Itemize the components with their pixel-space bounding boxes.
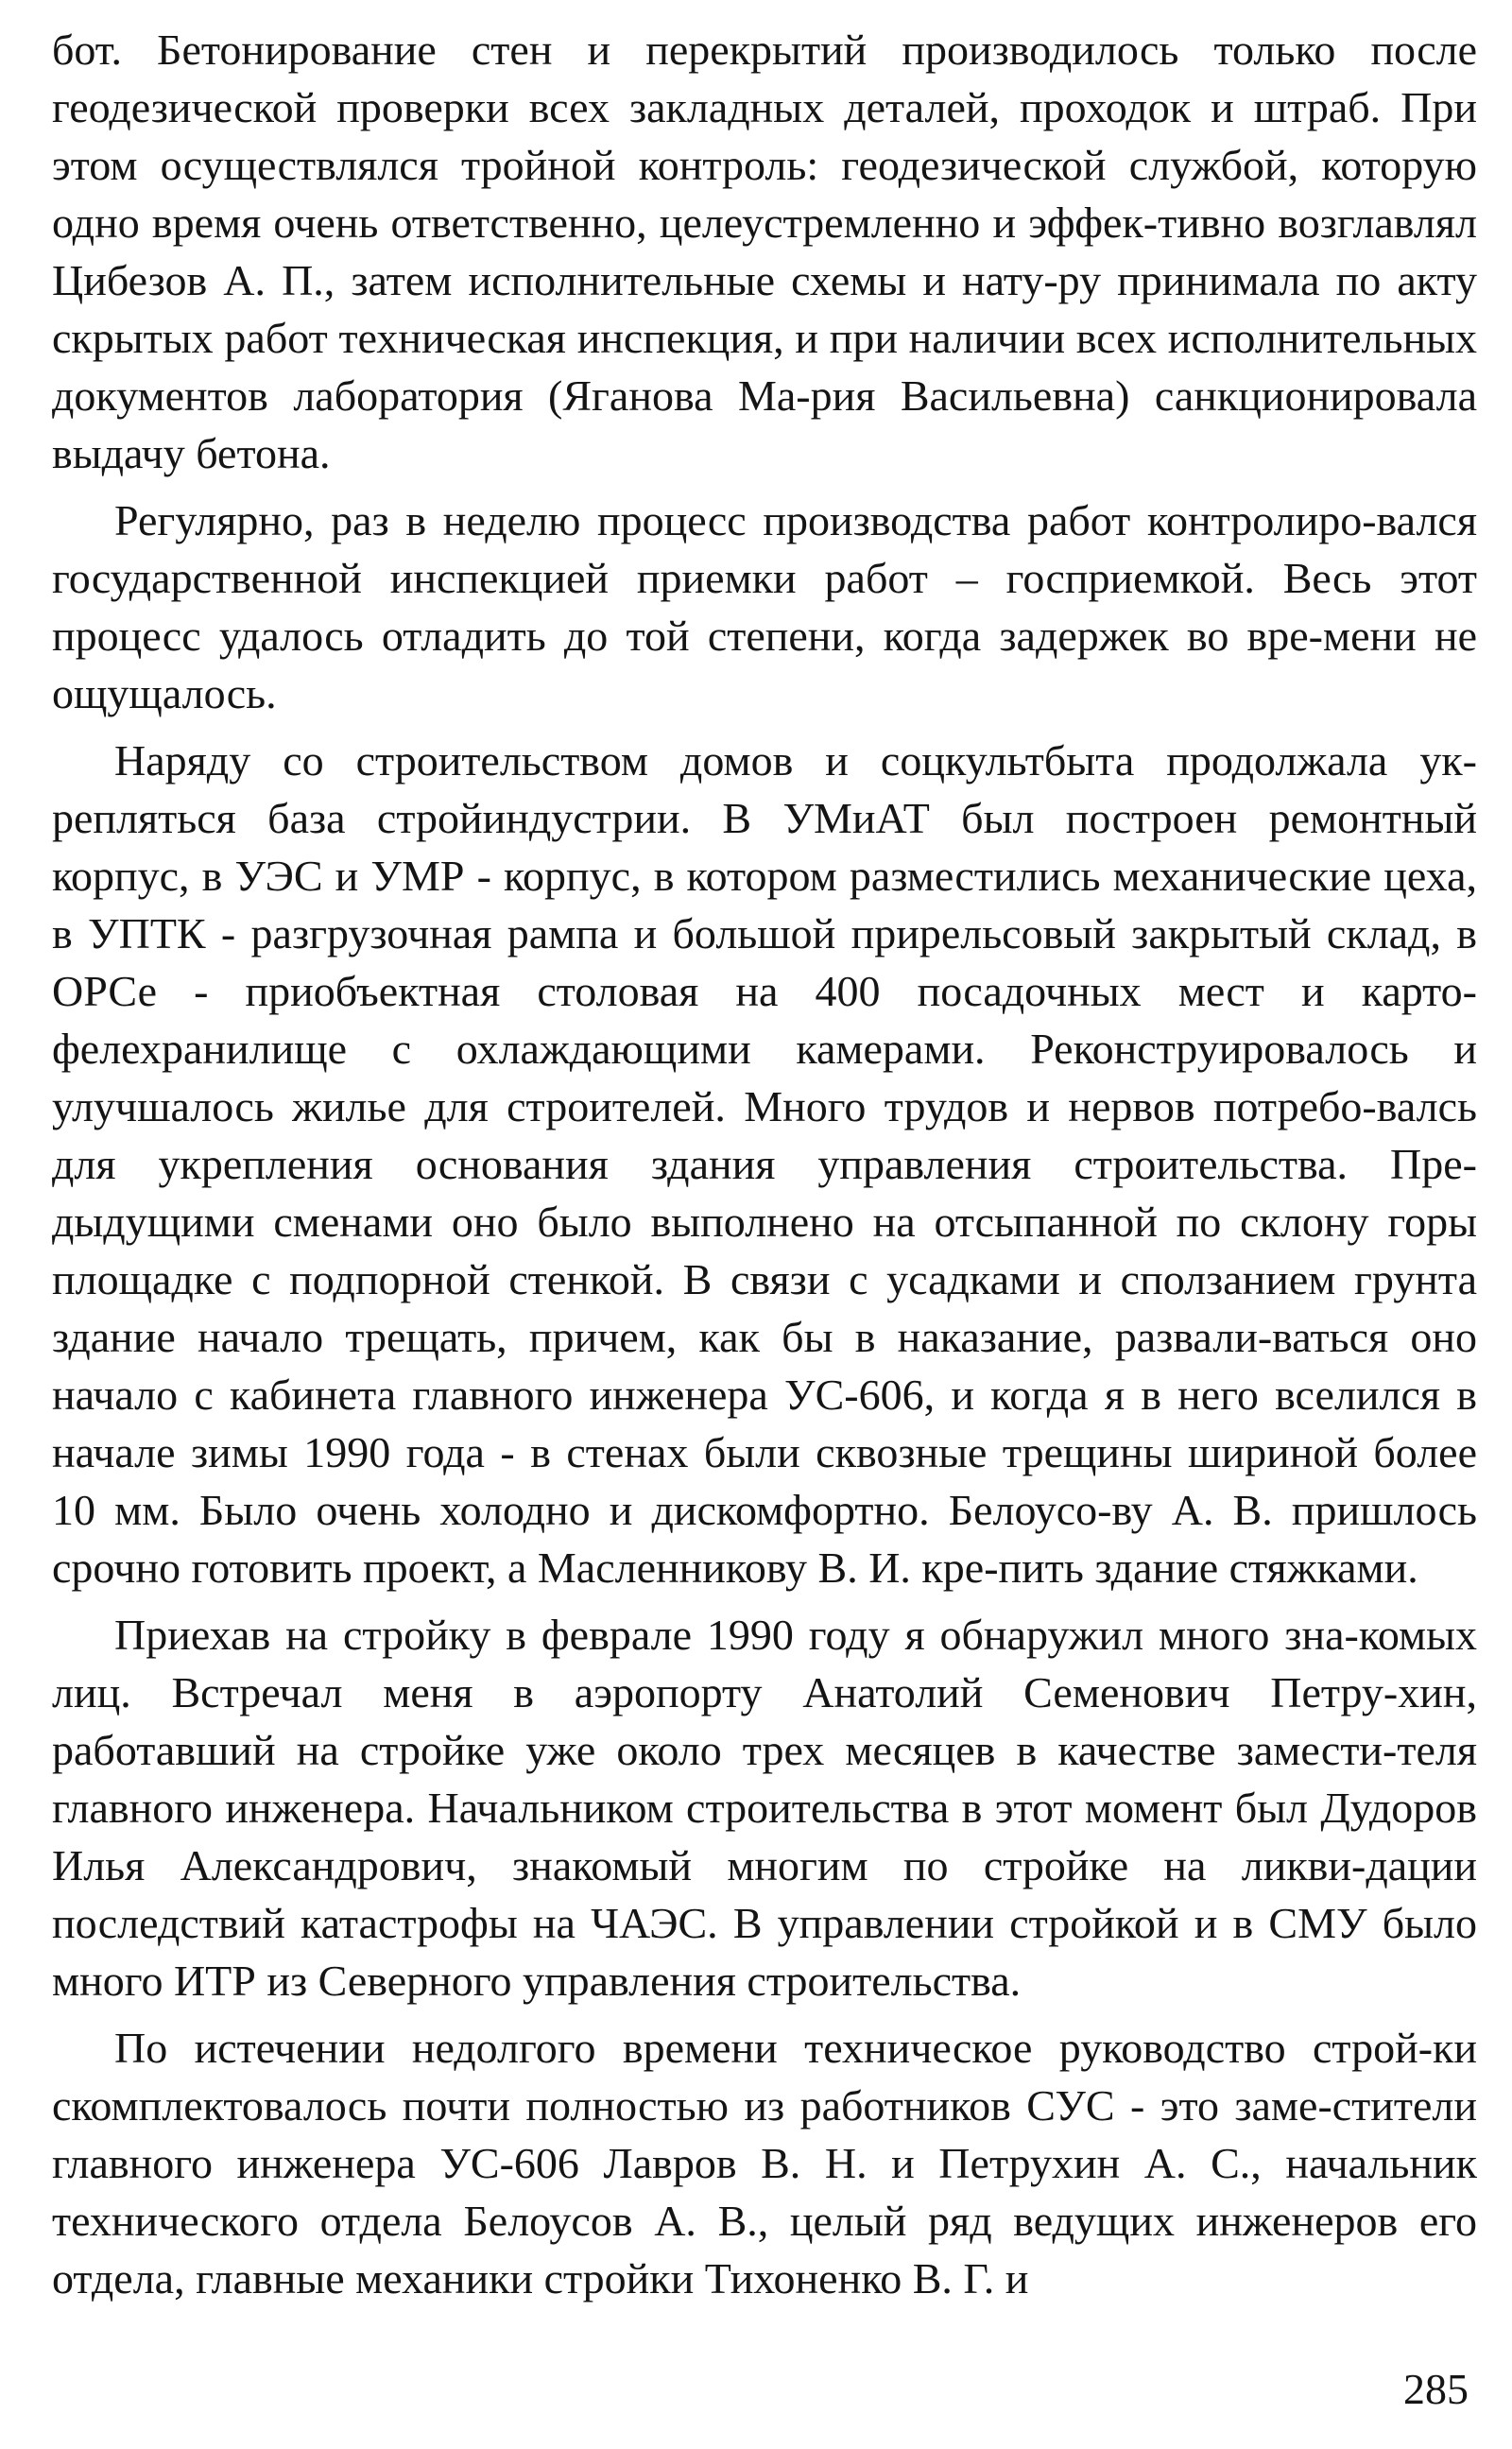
paragraph-5: По истечении недолгого времени техническое руководство строй-ки скомплектовалось почти полностью из работников СУС - это заме-стители главного инженера УС-606 Лавров В. Н. и Петрухин А. С., начальник технического отдела Белоусов А. В., целый ряд ведущих инженеров его отдела, главные механики стройки Тихоненко В. Г. и	[52, 2024, 1477, 2302]
paragraph-4: Приехав на стройку в феврале 1990 году я обнаружил много зна-комых лиц. Встречал меня в аэропорту Анатолий Семенович Петру-хин, работавший на стройке уже около трех месяцев в качестве замести-теля главного инженера. Начальником строительства в этот момент был Дудоров Илья Александрович, знакомый многим по стройке на ликви-дации последствий катастрофы на ЧАЭС. В управлении стройкой и в СМУ было много ИТР из Северного управления строительства.	[52, 1611, 1477, 2005]
page-number: 285	[1403, 2365, 1469, 2413]
paragraph-2: Регулярно, раз в неделю процесс производства работ контролиро-вался государственной инспекцией приемки работ – госприемкой. Весь этот процесс удалось отладить до той степени, когда задержек во вре-мени не ощущалось.	[52, 496, 1477, 717]
paragraph-1: бот. Бетонирование стен и перекрытий производилось только после геодезической проверки всех закладных деталей, проходок и штраб. При этом осуществлялся тройной контроль: геодезической службой, которую одно время очень ответственно, целеустремленно и эффек-тивно возглавлял Цибезов А. П., затем исполнительные схемы и нату-ру принимала по акту скрытых работ техническая инспекция, и при наличии всех исполнительных документов лаборатория (Яганова Ма-рия Васильевна) санкционировала выдачу бетона.	[52, 26, 1477, 477]
body-text	[52, 21, 1477, 2317]
paragraph-3: Наряду со строительством домов и соцкультбыта продолжала ук-репляться база стройиндустрии. В УМиАТ был построен ремонтный корпус, в УЭС и УМР - корпус, в котором разместились механические цеха, в УПТК - разгрузочная рампа и большой прирельсовый закрытый склад, в ОРСе - приобъектная столовая на 400 посадочных мест и карто-фелехранилище с охлаждающими камерами. Реконструировалось и улучшалось жилье для строителей. Много трудов и нервов потребо-валсь для укрепления основания здания управления строительства. Пре-дыдущими сменами оно было выполнено на отсыпанной по склону горы площадке с подпорной стенкой. В связи с усадками и сползанием грунта здание начало трещать, причем, как бы в наказание, развали-ваться оно начало с кабинета главного инженера УС-606, и когда я в него вселился в начале зимы 1990 года - в стенах были сквозные трещины шириной более 10 мм. Было очень холодно и дискомфортно. Белоусо-ву А. В. пришлось срочно готовить проект, а Масленникову В. И. кре-пить здание стяжками.	[52, 736, 1477, 1592]
